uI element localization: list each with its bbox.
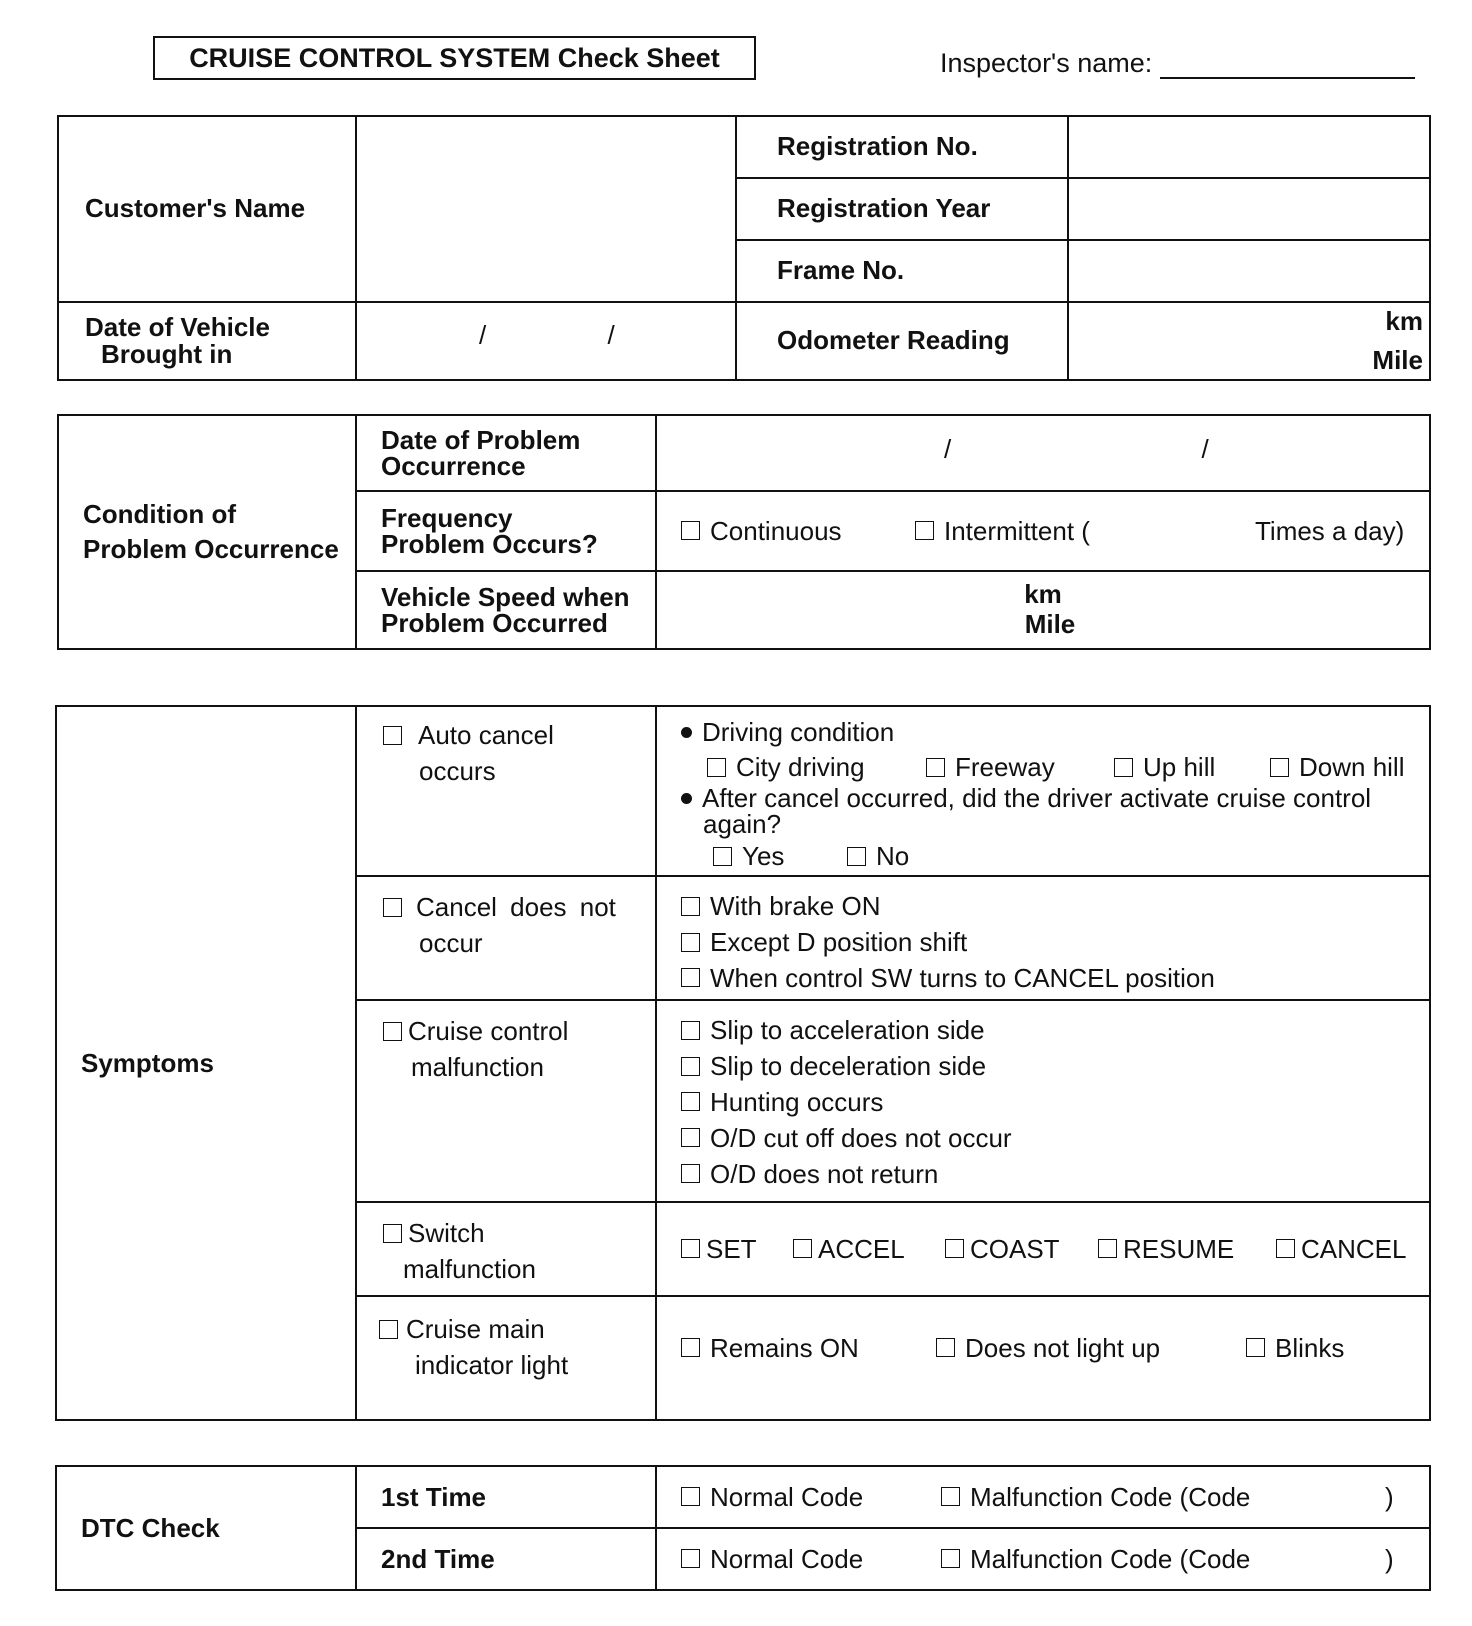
auto-cancel-checkbox[interactable]	[383, 726, 402, 745]
first-malfunction-checkbox[interactable]	[941, 1487, 960, 1506]
dtc-table	[55, 1465, 1431, 1591]
auto-cancel-details: Driving condition City driving Freeway Up hill Down hill After cancel occurred, did the driver activate cruise control again? Yes No	[656, 706, 1430, 876]
indicator-option[interactable]: Cruise main indicator light	[356, 1296, 656, 1420]
bullet-icon	[681, 793, 692, 804]
date-separator-2: /	[607, 319, 615, 350]
malfunction-option[interactable]: Cruise control malfunction	[356, 1000, 656, 1202]
times-a-day-label: Times a day)	[1255, 515, 1405, 546]
slip-accel-option[interactable]: Slip to acceleration side	[681, 1013, 1429, 1049]
up-hill-checkbox[interactable]	[1114, 758, 1133, 777]
vehicle-info-table	[57, 115, 1431, 381]
registration-year-value[interactable]	[1068, 178, 1430, 240]
switch-details	[656, 1202, 1430, 1296]
odometer-km-unit: km	[1385, 306, 1423, 336]
hunting-checkbox[interactable]	[681, 1092, 700, 1111]
coast-checkbox[interactable]	[945, 1239, 964, 1258]
dtc-label: DTC Check	[56, 1466, 356, 1590]
problem-date-separator-2: /	[1201, 433, 1209, 464]
second-close-paren: )	[1385, 1543, 1394, 1574]
second-malfunction-option[interactable]: Malfunction Code (Code	[941, 1544, 1385, 1575]
down-hill-checkbox[interactable]	[1270, 758, 1289, 777]
od-cutoff-option[interactable]: O/D cut off does not occur	[681, 1121, 1429, 1157]
cancel-switch-option[interactable]: CANCEL	[1276, 1234, 1406, 1265]
speed-label: Vehicle Speed when Problem Occurred	[356, 571, 656, 649]
speed-mile-unit: Mile	[1024, 609, 1076, 639]
city-driving-checkbox[interactable]	[707, 758, 726, 777]
odometer-label: Odometer Reading	[736, 302, 1068, 380]
od-return-option[interactable]: O/D does not return	[681, 1157, 1429, 1193]
registration-no-value[interactable]	[1068, 116, 1430, 178]
date-brought-label: Date of Vehicle Brought in	[58, 302, 356, 380]
malfunction-details	[656, 1000, 1430, 1202]
remains-on-checkbox[interactable]	[681, 1338, 700, 1357]
continuous-option[interactable]: Continuous	[681, 516, 915, 547]
frequency-label: Frequency Problem Occurs?	[356, 491, 656, 571]
accel-checkbox[interactable]	[793, 1239, 812, 1258]
slip-accel-checkbox[interactable]	[681, 1021, 700, 1040]
first-normal-checkbox[interactable]	[681, 1487, 700, 1506]
second-malfunction-checkbox[interactable]	[941, 1549, 960, 1568]
frame-no-label: Frame No.	[736, 240, 1068, 302]
city-driving-option[interactable]: City driving	[707, 752, 926, 783]
continuous-checkbox[interactable]	[681, 521, 700, 540]
switch-checkbox[interactable]	[383, 1224, 402, 1243]
condition-label: Condition of Problem Occurrence	[58, 415, 356, 649]
dtc-second-options	[656, 1528, 1430, 1590]
blinks-checkbox[interactable]	[1246, 1338, 1265, 1357]
intermittent-option[interactable]: Intermittent (	[915, 516, 1255, 547]
first-malfunction-option[interactable]: Malfunction Code (Code	[941, 1482, 1385, 1513]
accel-option[interactable]: ACCEL	[793, 1234, 945, 1265]
date-separator-1: /	[479, 319, 487, 350]
inspector-name-field	[940, 48, 1415, 79]
customers-name-value[interactable]	[356, 116, 736, 302]
set-checkbox[interactable]	[681, 1239, 700, 1258]
down-hill-option[interactable]: Down hill	[1270, 752, 1405, 783]
speed-value[interactable]	[656, 571, 1430, 649]
od-cutoff-checkbox[interactable]	[681, 1128, 700, 1147]
hunting-option[interactable]: Hunting occurs	[681, 1085, 1429, 1121]
cancel-not-checkbox[interactable]	[383, 898, 402, 917]
no-option[interactable]: No	[847, 841, 909, 872]
freeway-checkbox[interactable]	[926, 758, 945, 777]
dtc-first-label: 1st Time	[356, 1466, 656, 1528]
problem-date-separator-1: /	[944, 433, 952, 464]
set-option[interactable]: SET	[681, 1234, 793, 1265]
auto-cancel-option[interactable]: Auto cancel occurs	[356, 706, 656, 876]
dtc-first-options	[656, 1466, 1430, 1528]
page-title	[153, 36, 756, 80]
no-checkbox[interactable]	[847, 847, 866, 866]
intermittent-checkbox[interactable]	[915, 521, 934, 540]
cancel-switch-checkbox[interactable]	[1276, 1239, 1295, 1258]
freeway-option[interactable]: Freeway	[926, 752, 1114, 783]
malfunction-checkbox[interactable]	[383, 1022, 402, 1041]
first-normal-option[interactable]: Normal Code	[681, 1482, 941, 1513]
except-d-checkbox[interactable]	[681, 933, 700, 952]
condition-table	[57, 414, 1431, 650]
control-sw-checkbox[interactable]	[681, 968, 700, 987]
odometer-mile-unit: Mile	[1372, 345, 1423, 375]
symptoms-label: Symptoms	[56, 706, 356, 1420]
not-light-option[interactable]: Does not light up	[936, 1333, 1246, 1364]
except-d-option[interactable]: Except D position shift	[681, 925, 1429, 961]
registration-no-label: Registration No.	[736, 116, 1068, 178]
symptoms-table	[55, 705, 1431, 1421]
speed-km-unit: km	[1024, 579, 1062, 610]
od-return-checkbox[interactable]	[681, 1164, 700, 1183]
up-hill-option[interactable]: Up hill	[1114, 752, 1270, 783]
indicator-details	[656, 1296, 1430, 1420]
not-light-checkbox[interactable]	[936, 1338, 955, 1357]
cancel-not-option[interactable]: Cancel does not occur	[356, 876, 656, 1000]
resume-checkbox[interactable]	[1098, 1239, 1117, 1258]
odometer-value[interactable]	[1068, 302, 1430, 380]
second-normal-option[interactable]: Normal Code	[681, 1544, 941, 1575]
frame-no-value[interactable]	[1068, 240, 1430, 302]
slip-decel-checkbox[interactable]	[681, 1057, 700, 1076]
yes-option[interactable]: Yes	[713, 841, 847, 872]
control-sw-option[interactable]: When control SW turns to CANCEL position	[681, 961, 1429, 997]
coast-option[interactable]: COAST	[945, 1234, 1098, 1265]
date-brought-value[interactable]	[356, 302, 736, 380]
blinks-option[interactable]: Blinks	[1246, 1333, 1344, 1364]
first-close-paren: )	[1385, 1481, 1394, 1512]
date-problem-value[interactable]	[656, 415, 1430, 491]
registration-year-label: Registration Year	[736, 178, 1068, 240]
inspector-label: Inspector's name:	[940, 48, 1153, 78]
second-normal-checkbox[interactable]	[681, 1549, 700, 1568]
cancel-not-details	[656, 876, 1430, 1000]
date-problem-label: Date of Problem Occurrence	[356, 415, 656, 491]
switch-option[interactable]: Switch malfunction	[356, 1202, 656, 1296]
inspector-name-line[interactable]	[1160, 53, 1415, 79]
with-brake-option[interactable]: With brake ON	[681, 889, 1429, 925]
indicator-checkbox[interactable]	[379, 1320, 398, 1339]
yes-checkbox[interactable]	[713, 847, 732, 866]
title-text: CRUISE CONTROL SYSTEM Check Sheet	[189, 42, 720, 73]
frequency-options	[656, 491, 1430, 571]
customers-name-label: Customer's Name	[58, 116, 356, 302]
remains-on-option[interactable]: Remains ON	[681, 1333, 936, 1364]
resume-option[interactable]: RESUME	[1098, 1234, 1276, 1265]
with-brake-checkbox[interactable]	[681, 897, 700, 916]
slip-decel-option[interactable]: Slip to deceleration side	[681, 1049, 1429, 1085]
dtc-second-label: 2nd Time	[356, 1528, 656, 1590]
bullet-icon	[681, 727, 692, 738]
